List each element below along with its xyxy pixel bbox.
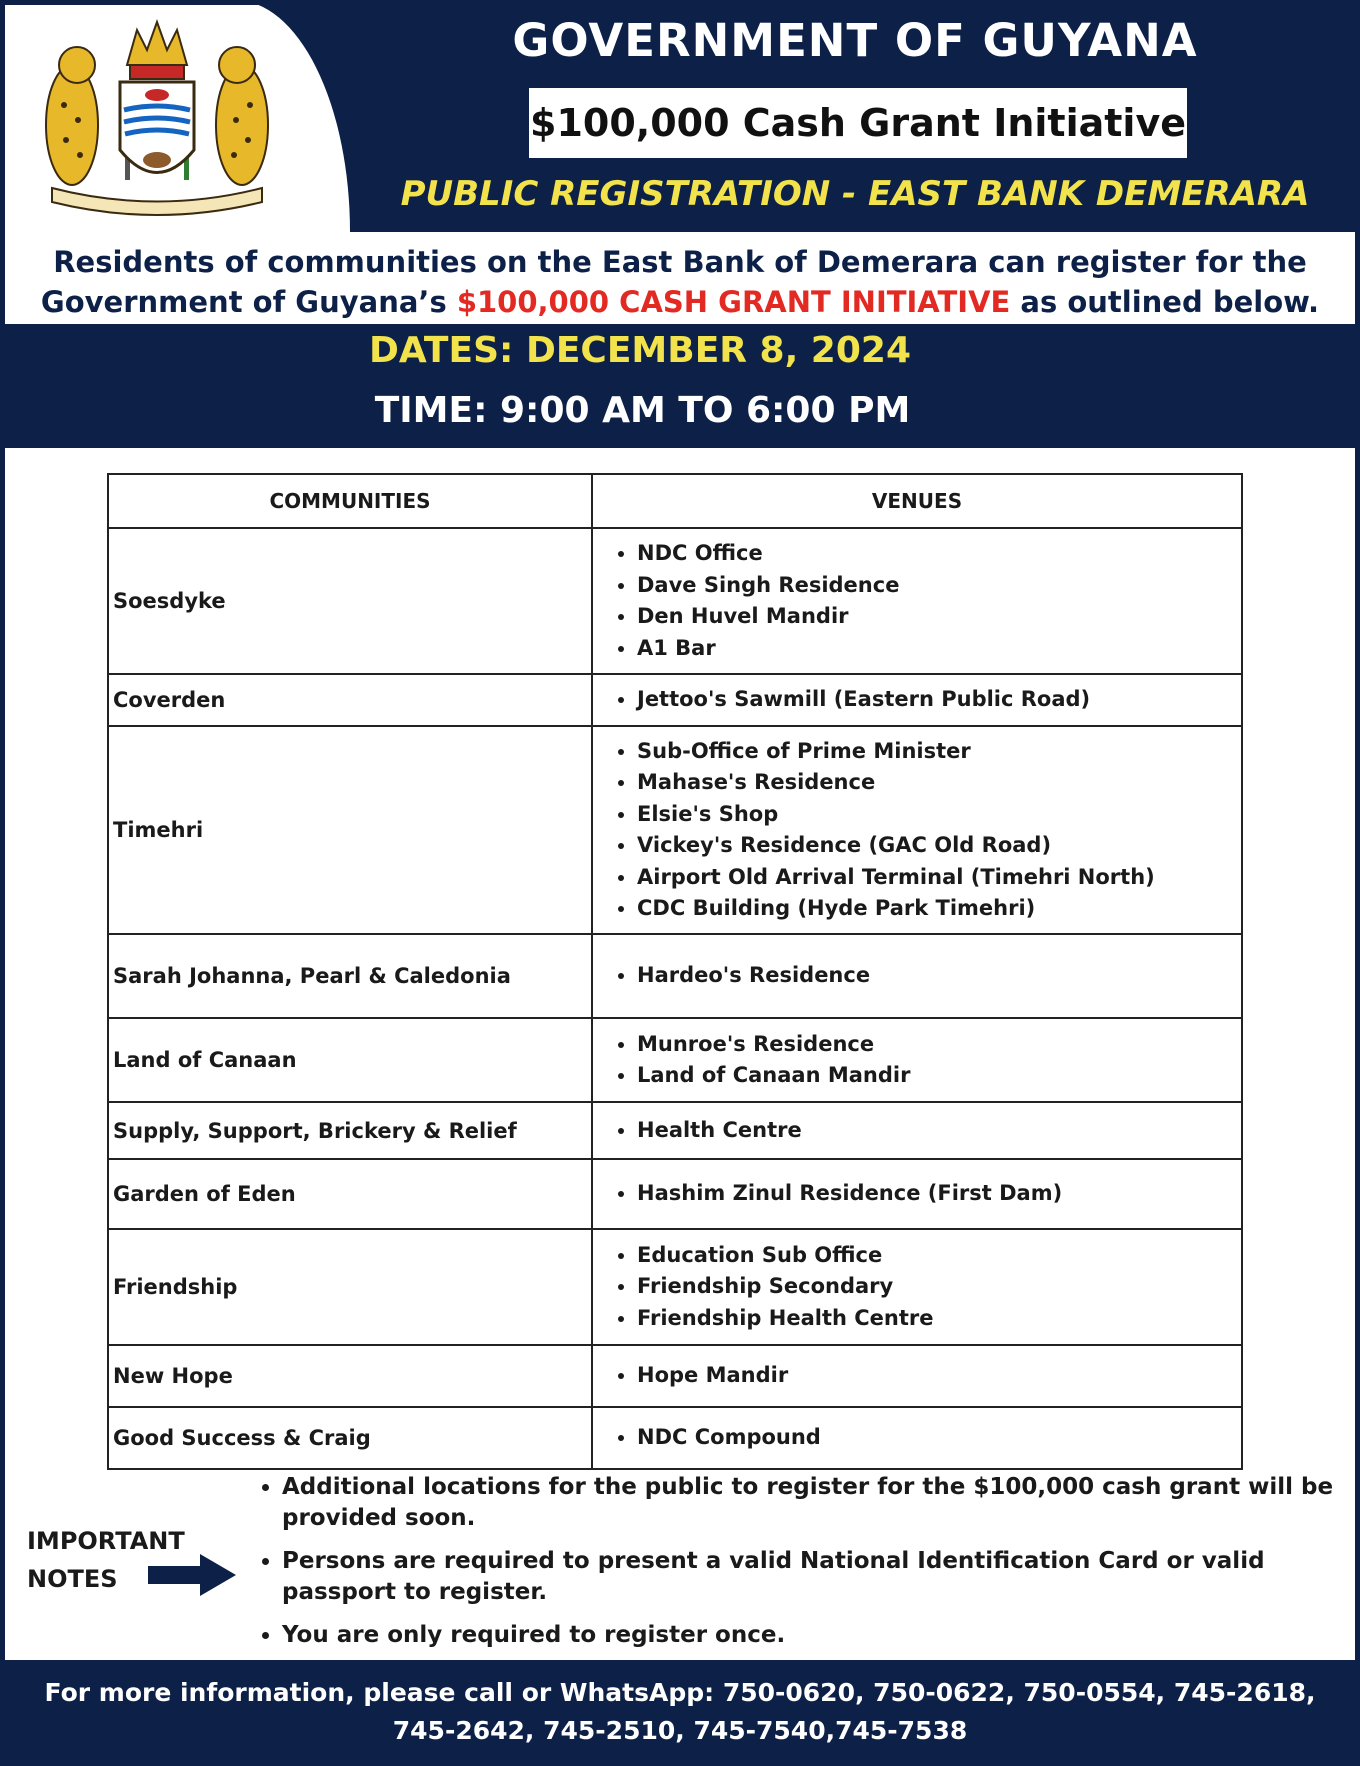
community-cell: Good Success & Craig — [108, 1407, 592, 1469]
venues-table — [107, 473, 1243, 1470]
venue-list — [597, 1115, 1237, 1147]
venue-item: • Sub-Office of Prime Minister — [637, 736, 1237, 768]
registration-heading: PUBLIC REGISTRATION - EAST BANK DEMERARA — [400, 174, 1310, 214]
venues-cell — [592, 934, 1242, 1018]
intro-line-2 — [0, 282, 1360, 322]
venue-item: • A1 Bar — [637, 633, 1237, 665]
venue-item: • Hardeo's Residence — [637, 960, 1237, 992]
community-cell: Sarah Johanna, Pearl & Caledonia — [108, 934, 592, 1018]
table-row — [108, 674, 1242, 726]
table-row — [108, 934, 1242, 1018]
venues-cell — [592, 674, 1242, 726]
venue-list — [597, 1360, 1237, 1392]
intro-prefix: Government of Guyana’s — [40, 285, 457, 319]
venue-item: • Land of Canaan Mandir — [637, 1060, 1237, 1092]
coat-of-arms-icon — [32, 10, 282, 220]
venue-item: • Airport Old Arrival Terminal (Timehri North) — [637, 862, 1237, 894]
venues-cell — [592, 726, 1242, 934]
venue-list — [597, 684, 1237, 716]
venues-cell — [592, 1345, 1242, 1407]
venue-item: • Friendship Secondary — [637, 1271, 1237, 1303]
venues-cell — [592, 1229, 1242, 1345]
venues-cell — [592, 1159, 1242, 1229]
intro-suffix: as outlined below. — [1010, 285, 1320, 319]
note-item: • Additional locations for the public to register for the $100,000 cash grant will be provided soon. — [282, 1472, 1342, 1534]
community-cell: Friendship — [108, 1229, 592, 1345]
venue-item: • NDC Compound — [637, 1422, 1237, 1454]
note-item: • You are only required to register once. — [282, 1620, 1342, 1651]
community-cell: Garden of Eden — [108, 1159, 592, 1229]
community-cell: Soesdyke — [108, 528, 592, 674]
intro-line-1: Residents of communities on the East Bank of Demerara can register for the — [53, 245, 1307, 279]
table-row — [108, 1229, 1242, 1345]
venue-item: • Dave Singh Residence — [637, 570, 1237, 602]
arrow-right-icon — [146, 1552, 238, 1598]
footer-contact — [0, 1660, 1360, 1766]
communities-header: COMMUNITIES — [108, 474, 592, 528]
venues-cell — [592, 528, 1242, 674]
table-row — [108, 1018, 1242, 1102]
venues-header: VENUES — [592, 474, 1242, 528]
time-text: TIME: 9:00 AM TO 6:00 PM — [374, 390, 911, 431]
page-title: GOVERNMENT OF GUYANA — [512, 14, 1198, 67]
venue-list — [597, 538, 1237, 664]
venue-item: • Munroe's Residence — [637, 1029, 1237, 1061]
table-body — [108, 528, 1242, 1469]
notes-list — [258, 1472, 1342, 1663]
venue-item: • Mahase's Residence — [637, 767, 1237, 799]
table-row — [108, 1102, 1242, 1159]
footer-line-2: 745-2642, 745-2510, 745-7540,745-7538 — [392, 1716, 968, 1745]
venues-cell — [592, 1407, 1242, 1469]
table-row — [108, 726, 1242, 934]
venue-item: • Hope Mandir — [637, 1360, 1237, 1392]
table-row — [108, 1407, 1242, 1469]
community-cell: Land of Canaan — [108, 1018, 592, 1102]
notes-label-line-1: IMPORTANT — [27, 1527, 185, 1555]
venue-list — [597, 1240, 1237, 1335]
community-cell: Supply, Support, Brickery & Relief — [108, 1102, 592, 1159]
venue-item: • Vickey's Residence (GAC Old Road) — [637, 830, 1237, 862]
initiative-title: $100,000 Cash Grant Initiative — [529, 88, 1187, 158]
community-cell: Coverden — [108, 674, 592, 726]
notes-label-line-2: NOTES — [27, 1565, 118, 1593]
venue-item: • Hashim Zinul Residence (First Dam) — [637, 1178, 1237, 1210]
community-cell: Timehri — [108, 726, 592, 934]
footer-line-1: For more information, please call or WhatsApp: 750-0620, 750-0622, 750-0554, 745-2618, — [44, 1678, 1316, 1707]
venue-item: • Elsie's Shop — [637, 799, 1237, 831]
venue-item: • Den Huvel Mandir — [637, 601, 1237, 633]
table-row — [108, 528, 1242, 674]
venue-item: • Friendship Health Centre — [637, 1303, 1237, 1335]
venue-list — [597, 1029, 1237, 1092]
venue-item: • CDC Building (Hyde Park Timehri) — [637, 893, 1237, 925]
venue-list — [597, 736, 1237, 925]
intro-text — [0, 242, 1360, 322]
table-row — [108, 1159, 1242, 1229]
dates-text: DATES: DECEMBER 8, 2024 — [368, 330, 911, 371]
venues-cell — [592, 1102, 1242, 1159]
venue-item: • Education Sub Office — [637, 1240, 1237, 1272]
table-header-row — [108, 474, 1242, 528]
venue-item: • Health Centre — [637, 1115, 1237, 1147]
venues-cell — [592, 1018, 1242, 1102]
venue-item: • NDC Office — [637, 538, 1237, 570]
intro-highlight: $100,000 CASH GRANT INITIATIVE — [456, 285, 1011, 319]
note-item: • Persons are required to present a valid National Identification Card or valid passport to register. — [282, 1546, 1342, 1608]
table-row — [108, 1345, 1242, 1407]
community-cell: New Hope — [108, 1345, 592, 1407]
venue-list — [597, 1422, 1237, 1454]
venue-list — [597, 960, 1237, 992]
venue-list — [597, 1178, 1237, 1210]
venue-item: • Jettoo's Sawmill (Eastern Public Road) — [637, 684, 1237, 716]
